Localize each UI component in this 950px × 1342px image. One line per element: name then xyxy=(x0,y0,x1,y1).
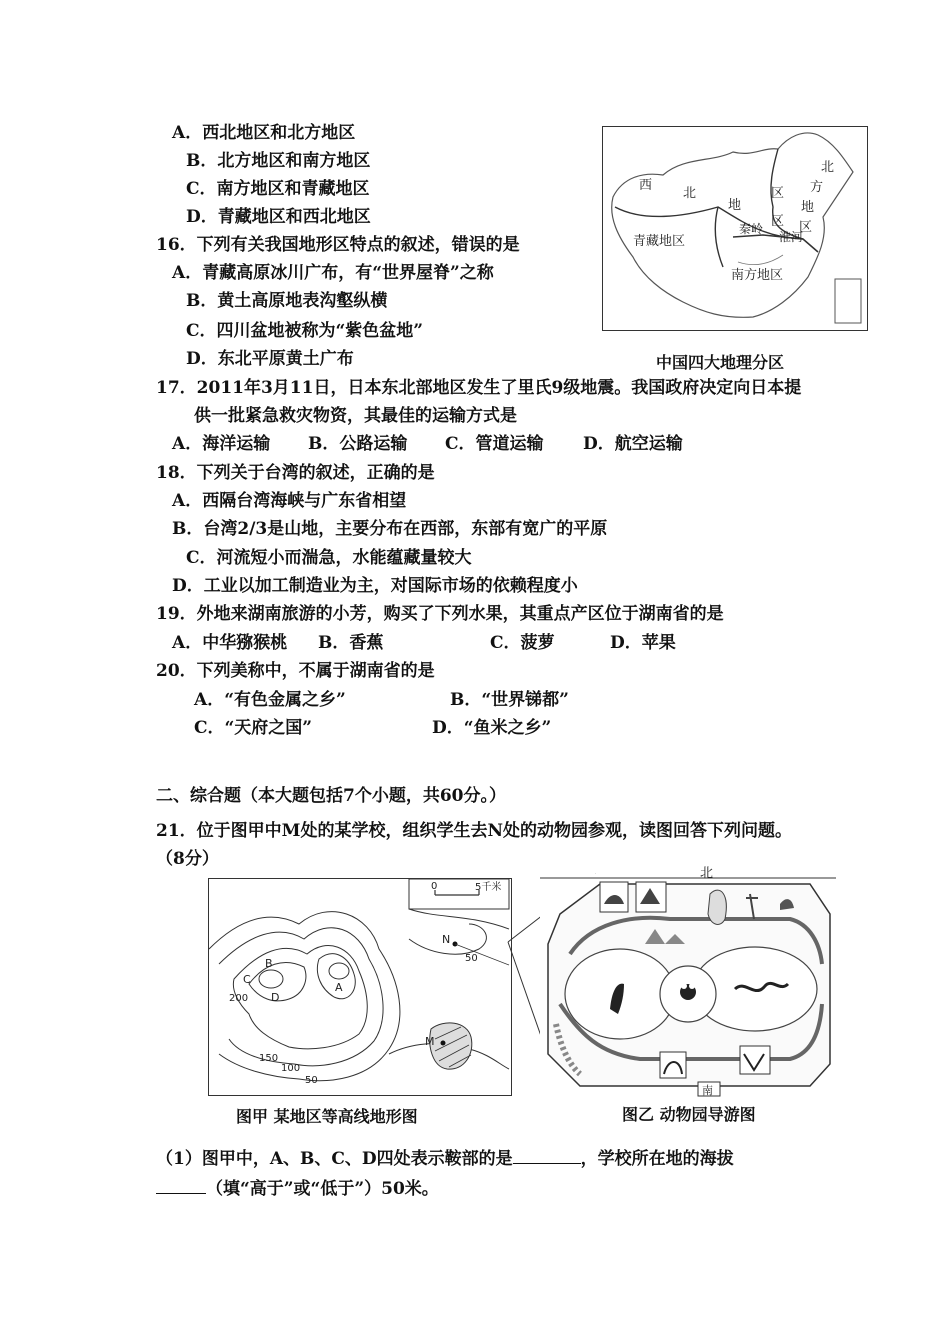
q18-option-a: A．西隔台湾海峡与广东省相望 xyxy=(172,491,407,511)
section2-title: 二、综合题（本大题包括7个小题，共60分。） xyxy=(156,786,506,806)
map-label-south: 南方地区 xyxy=(731,268,784,283)
zoo-north-label: 北 xyxy=(700,866,714,881)
point-m-label: M xyxy=(425,1035,435,1048)
q21-stem-line2: （8分） xyxy=(156,849,219,869)
map-label-7: 地 xyxy=(801,200,815,215)
q18-option-c: C．河流短小而湍急，水能蕴藏量较大 xyxy=(186,548,472,568)
map-label-3: 地 xyxy=(728,198,742,213)
map-label-9: 区 xyxy=(771,214,785,229)
q16-option-a: A．青藏高原冰川广布，有“世界屋脊”之称 xyxy=(172,263,494,283)
q21-sub1-text-c: （填“高于”或“低于”）50米。 xyxy=(206,1179,439,1199)
q21-sub1-line2 xyxy=(156,1177,439,1200)
q16-option-c: C．四川盆地被称为“紫色盆地” xyxy=(186,321,424,341)
q19-option-d: D．苹果 xyxy=(610,633,676,653)
q21-sub1-text-b: ，学校所在地的海拔 xyxy=(580,1149,734,1169)
q20-option-d: D．“鱼米之乡” xyxy=(432,718,552,738)
map-label-qingzang: 青藏地区 xyxy=(633,234,686,249)
q16-stem: 16．下列有关我国地形区特点的叙述，错误的是 xyxy=(156,235,520,255)
q15-option-d: D．青藏地区和西北地区 xyxy=(186,207,371,227)
q15-option-c: C．南方地区和青藏地区 xyxy=(186,179,370,199)
scale-label: 5千米 xyxy=(475,882,502,893)
map-label-8: 区 xyxy=(799,220,813,235)
point-d-label: D xyxy=(271,991,280,1004)
q19-option-a: A．中华猕猴桃 xyxy=(172,633,288,653)
figure-a-caption: 图甲 某地区等高线地形图 xyxy=(236,1107,418,1126)
map-label-5: 北 xyxy=(821,160,835,175)
point-a-label: A xyxy=(335,981,343,994)
q19-stem: 19．外地来湖南旅游的小芳，购买了下列水果，其重点产区位于湖南省的是 xyxy=(156,604,724,624)
figure-b-caption: 图乙 动物园导游图 xyxy=(622,1105,756,1124)
q20-option-b: B．“世界锑都” xyxy=(450,690,569,710)
q21-sub1-text-a: （1）图甲中，A、B、C、D四处表示鞍部的是 xyxy=(156,1149,513,1169)
map-label-6: 方 xyxy=(810,180,824,195)
map-label-huaihe: 淮河 xyxy=(779,230,804,244)
q17-option-c: C．管道运输 xyxy=(445,434,544,454)
contour-50-east: 50 xyxy=(465,953,478,964)
q17-stem-line1: 17．2011年3月11日，日本东北部地区发生了里氏9级地震。我国政府决定向日本提 xyxy=(156,378,802,398)
q15-option-a: A．西北地区和北方地区 xyxy=(172,123,356,143)
q17-option-a: A．海洋运输 xyxy=(172,434,271,454)
q18-option-b: B．台湾2/3是山地，主要分布在西部，东部有宽广的平原 xyxy=(172,519,608,539)
q20-option-a: A．“有色金属之乡” xyxy=(194,690,346,710)
zoo-map-drawing xyxy=(540,866,836,1097)
map-label-4: 区 xyxy=(771,186,785,201)
q21-stem-line1: 21．位于图甲中M处的某学校，组织学生去N处的动物园参观，读图回答下列问题。 xyxy=(156,821,793,841)
q16-option-b: B．黄土高原地表沟壑纵横 xyxy=(186,291,388,311)
point-n-label: N xyxy=(442,933,451,946)
q19-option-b: B．香蕉 xyxy=(318,633,384,653)
q17-option-d: D．航空运输 xyxy=(583,434,683,454)
contour-200: 200 xyxy=(229,993,249,1004)
figure-a-contour-map xyxy=(208,878,512,1096)
q20-option-c: C．“天府之国” xyxy=(194,718,313,738)
scale-zero: 0 xyxy=(431,881,438,892)
q19-option-c: C．菠萝 xyxy=(490,633,555,653)
map-label-1: 西 xyxy=(639,178,653,193)
q18-option-d: D．工业以加工制造业为主，对国际市场的依赖程度小 xyxy=(172,576,578,596)
answer-blank-saddle[interactable] xyxy=(513,1147,581,1164)
answer-blank-altitude[interactable] xyxy=(156,1177,206,1194)
q17-option-b: B．公路运输 xyxy=(308,434,408,454)
china-map-drawing xyxy=(603,127,866,329)
contour-150: 150 xyxy=(259,1053,279,1064)
q21-sub1-line1 xyxy=(156,1147,734,1170)
contour-map-drawing xyxy=(209,879,510,1094)
contour-50: 50 xyxy=(305,1075,318,1086)
point-b-label: B xyxy=(265,957,273,970)
q20-stem: 20．下列美称中，不属于湖南省的是 xyxy=(156,661,435,681)
q15-option-b: B．北方地区和南方地区 xyxy=(186,151,371,171)
contour-100: 100 xyxy=(281,1063,301,1074)
map-label-qinling: 秦岭 xyxy=(739,222,764,236)
q18-stem: 18．下列关于台湾的叙述，正确的是 xyxy=(156,463,435,483)
figure-b-zoo-map xyxy=(540,866,836,1097)
q16-option-d: D．东北平原黄土广布 xyxy=(186,349,354,369)
zoo-south-label: 南 xyxy=(702,1084,713,1097)
q17-stem-line2: 供一批紧急救灾物资，其最佳的运输方式是 xyxy=(194,406,517,426)
point-c-label: C xyxy=(243,973,251,986)
map-label-2: 北 xyxy=(683,186,697,201)
china-regions-map xyxy=(602,126,868,331)
china-map-caption: 中国四大地理分区 xyxy=(656,353,785,372)
